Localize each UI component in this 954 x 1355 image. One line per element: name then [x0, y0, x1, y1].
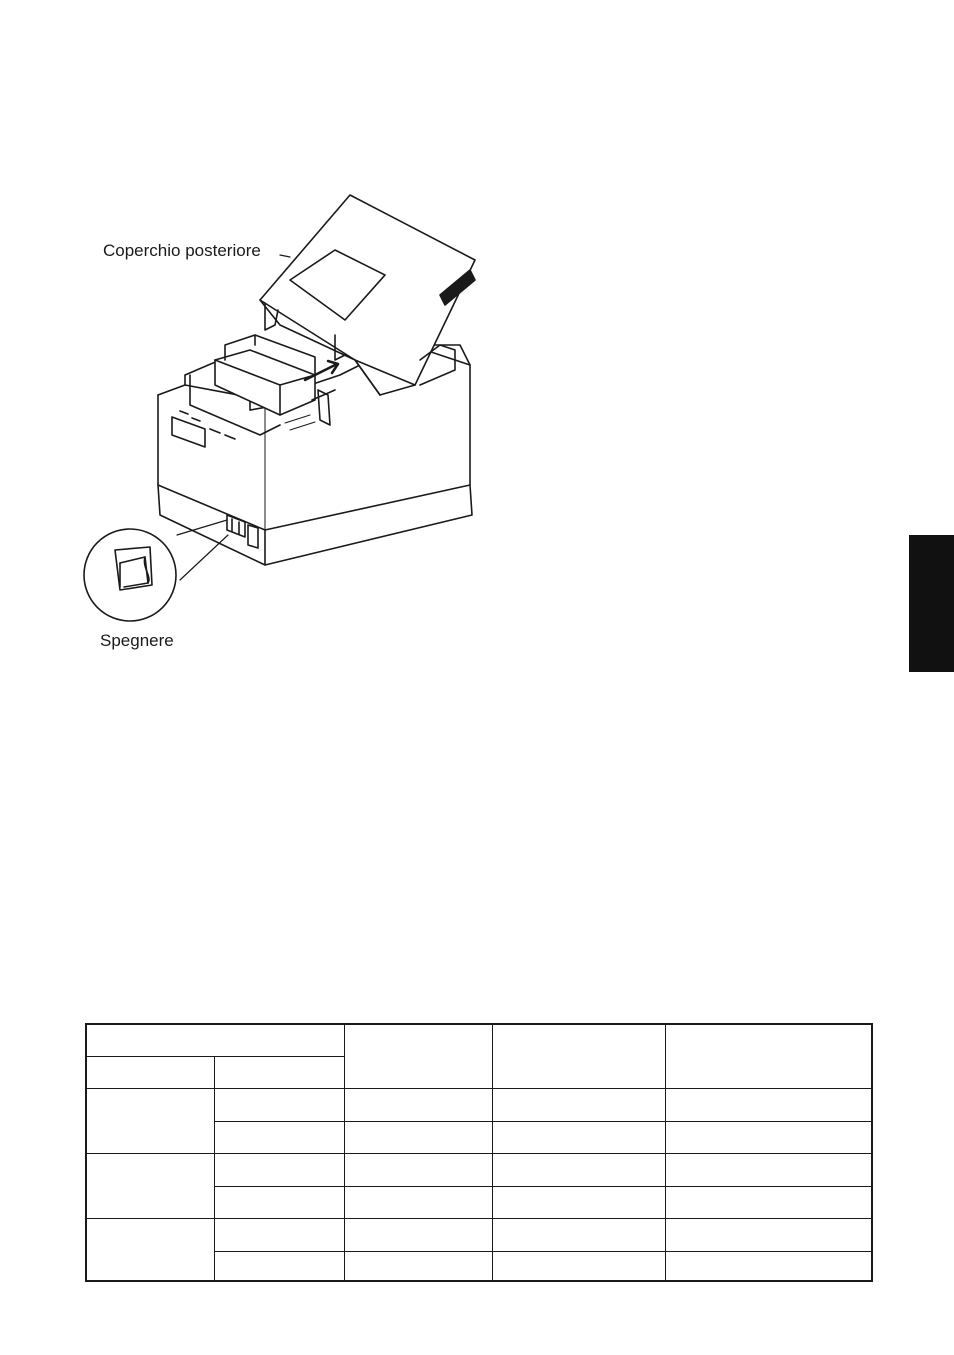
table-header-cell: [665, 1024, 872, 1088]
table-cell: [492, 1251, 665, 1281]
table-row: [86, 1153, 872, 1186]
table-cell: [492, 1121, 665, 1153]
table-cell: [214, 1088, 344, 1121]
table-header-cell: [86, 1024, 344, 1056]
rear-cover-label: Coperchio posteriore: [103, 241, 261, 260]
table-cell: [665, 1121, 872, 1153]
power-switch-detail-icon: [84, 529, 176, 621]
table-header-cell: [86, 1056, 214, 1088]
table-cell: [214, 1218, 344, 1251]
table-cell: [665, 1186, 872, 1218]
table-cell: [214, 1251, 344, 1281]
table-cell: [344, 1251, 492, 1281]
table-row: [86, 1088, 872, 1121]
table-cell: [86, 1088, 214, 1153]
table-cell: [344, 1088, 492, 1121]
table-cell: [665, 1088, 872, 1121]
table-cell: [665, 1218, 872, 1251]
section-tab: [909, 535, 954, 672]
table-cell: [344, 1153, 492, 1186]
spec-table: [85, 1023, 873, 1282]
table-cell: [214, 1153, 344, 1186]
table-cell: [492, 1153, 665, 1186]
table-cell: [492, 1186, 665, 1218]
table-cell: [214, 1121, 344, 1153]
table-header-cell: [344, 1024, 492, 1088]
table-header-cell: [214, 1056, 344, 1088]
table-cell: [492, 1218, 665, 1251]
power-off-label: Spegnere: [100, 631, 174, 650]
table-cell: [344, 1121, 492, 1153]
table-cell: [492, 1088, 665, 1121]
table-row: [86, 1218, 872, 1251]
table-cell: [344, 1218, 492, 1251]
printer-figure: [80, 185, 500, 665]
table-cell: [86, 1218, 214, 1281]
table-cell: [344, 1186, 492, 1218]
table-cell: [665, 1153, 872, 1186]
table-cell: [214, 1186, 344, 1218]
table-header-row: [86, 1024, 872, 1056]
table-cell: [86, 1153, 214, 1218]
table-header-cell: [492, 1024, 665, 1088]
table-cell: [665, 1251, 872, 1281]
